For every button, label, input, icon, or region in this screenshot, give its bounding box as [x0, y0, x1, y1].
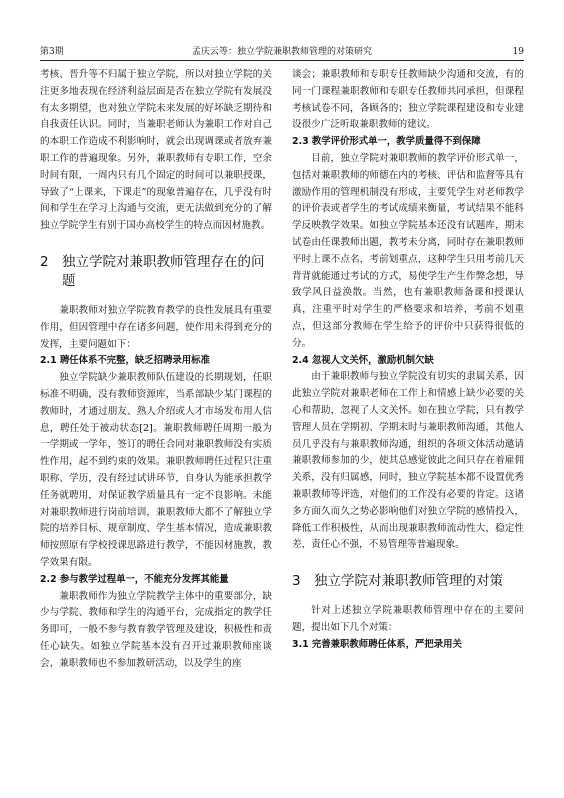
paragraph: 考核、晋升等不归属于独立学院，所以对独立学院的关注更多地表现在经济利益层面是否在独立学院有发展没有太多期望，也对独立学院未来发展的好坏缺乏期待和自我责任认识。同时，当兼职老师认为兼职工作对自己的本职工作造成不利影响时，就会出现调课或者放弃兼职工作的普遍现象。另外，兼职教师有专职工作，空余时间有限，一周内只有几个固定的时间可以兼职授课，导致了“上课来，下课走”的现象普遍存在，几乎没有时间和学生在学习上沟通与交流，更无法做到充分的了解独立学院学生有别于国办高校学生的特点而因材施教。 — [40, 69, 272, 232]
subsection-heading-3-1: 3.1 完善兼职教师聘任体系，严把录用关 — [292, 638, 462, 650]
paragraph: 谈会；兼职教师和专职专任教师缺少沟通和交流，有的同一门课程兼职教师和专职专任教师共同承担，但课程考核试卷不同，各顾各的；独立学院课程建设和专业建设很少广泛听取兼职教师的建议。 — [292, 69, 524, 131]
left-column — [40, 67, 272, 673]
section-title: 独立学院对兼职教师管理存在的问题 — [62, 253, 265, 289]
paragraph: 兼职教师作为独立学院教学主体中的重要部分，缺少与学院、教师和学生的沟通平台，完成指定的教学任务即可，一般不参与教育教学管理及建设，积极性和责任心缺失。如独立学院基本没有召开过兼职教师座谈会，兼职教师也不参加教研活动，以及学生的座 — [40, 590, 272, 669]
section-title: 独立学院对兼职教师管理的对策 — [314, 573, 503, 590]
right-column — [292, 67, 524, 654]
paragraph: 由于兼职教师与独立学院没有切实的隶属关系，因此独立学院对兼职老师在工作上和情感上缺少必要的关心和帮助，忽视了人文关怀。如在独立学院，只有教学管理人员在学期初、学期末时与兼职教师沟通，其他人员几乎没有与兼职教师沟通，组织的各项文体活动邀请兼职教师参加的少，使其总感觉彼此之间只存在着雇佣关系，没有归属感，同时，独立学院基本都不设置优秀兼职教师等评选，对他们的工作没有必要的肯定。这诸多方面久而久之势必影响他们对独立学院的感情投入，降低工作积极性，从而出现兼职教师流动性大，稳定性差，责任心不强，不易管理等普遍现象。 — [292, 371, 524, 551]
paragraph: 独立学院缺少兼职教师队伍建设的长期规划，任职标准不明确，没有教师资源库，当系部缺少某门课程的教师时，才通过朋友、熟人介绍或人才市场发布用人信息，聘任处于被动状态[2]。兼职教师聘任周期一般为一学期或一学年，签订的聘任合同对兼职教师没有实质性作用，起不到约束的效果。兼职教师聘任过程只注重职称、学历，没有经过试讲环节，自身认为能承担教学任务就聘用，对保证教学质量具有一定不良影响。未能对兼职教师进行岗前培训，兼职教师大都不了解独立学院的培养目标、规章制度、学生基本情况，造成兼职教师按照原有学校授课思路进行教学，不能因材施教，教学效果有限。 — [40, 372, 272, 568]
running-header — [40, 44, 524, 61]
subsection-heading-2-2: 2.2 参与教学过程单一，不能充分发挥其能量 — [40, 573, 229, 585]
section-number: 3 — [292, 573, 301, 590]
section-heading-2 — [40, 253, 272, 291]
subsection-heading-2-3: 2.3 教学评价形式单一，教学质量得不到保障 — [292, 136, 481, 148]
issue-number: 第3期 — [40, 47, 64, 57]
section-number: 2 — [40, 253, 49, 270]
paragraph: 针对上述独立学院兼职教师管理中存在的主要问题，提出如下几个对策： — [292, 605, 524, 633]
page-number: 19 — [512, 47, 524, 57]
paragraph: 兼职教师对独立学院教育教学的良性发展具有重要作用，但因管理中存在诸多问题，使作用未得到充分的发挥，主要问题如下： — [40, 304, 272, 350]
paragraph: 目前，独立学院对兼职教师的教学评价形式单一，包括对兼职教师的师德在内的考核、评估和监督等具有激励作用的管理机制没有形成，主要凭学生对老师教学的评价表或者学生的考试成绩来衡量，考试结果不能科学反映教学效果。如独立学院基本还没有试题库，期末试卷由任课教师出题，教考未分离，同时存在兼职教师平时上课不点名，考前划重点，这种学生只用考前几天背背就能通过考试的方式，易使学生产生作弊念想，导致学风日益涣散。当然，也有兼职教师备课和授课认真，注重平时对学生的严格要求和培养，考前不划重点，但这部分教师在学生给予的评价中只获得很低的分。 — [292, 152, 524, 349]
running-title: 孟庆云等：独立学院兼职教师管理的对策研究 — [191, 47, 372, 57]
section-heading-3 — [292, 572, 524, 591]
subsection-heading-2-1: 2.1 聘任体系不完整，缺乏招聘录用标准 — [40, 355, 210, 367]
subsection-heading-2-4: 2.4 忽视人文关怀，激励机制欠缺 — [292, 354, 434, 366]
